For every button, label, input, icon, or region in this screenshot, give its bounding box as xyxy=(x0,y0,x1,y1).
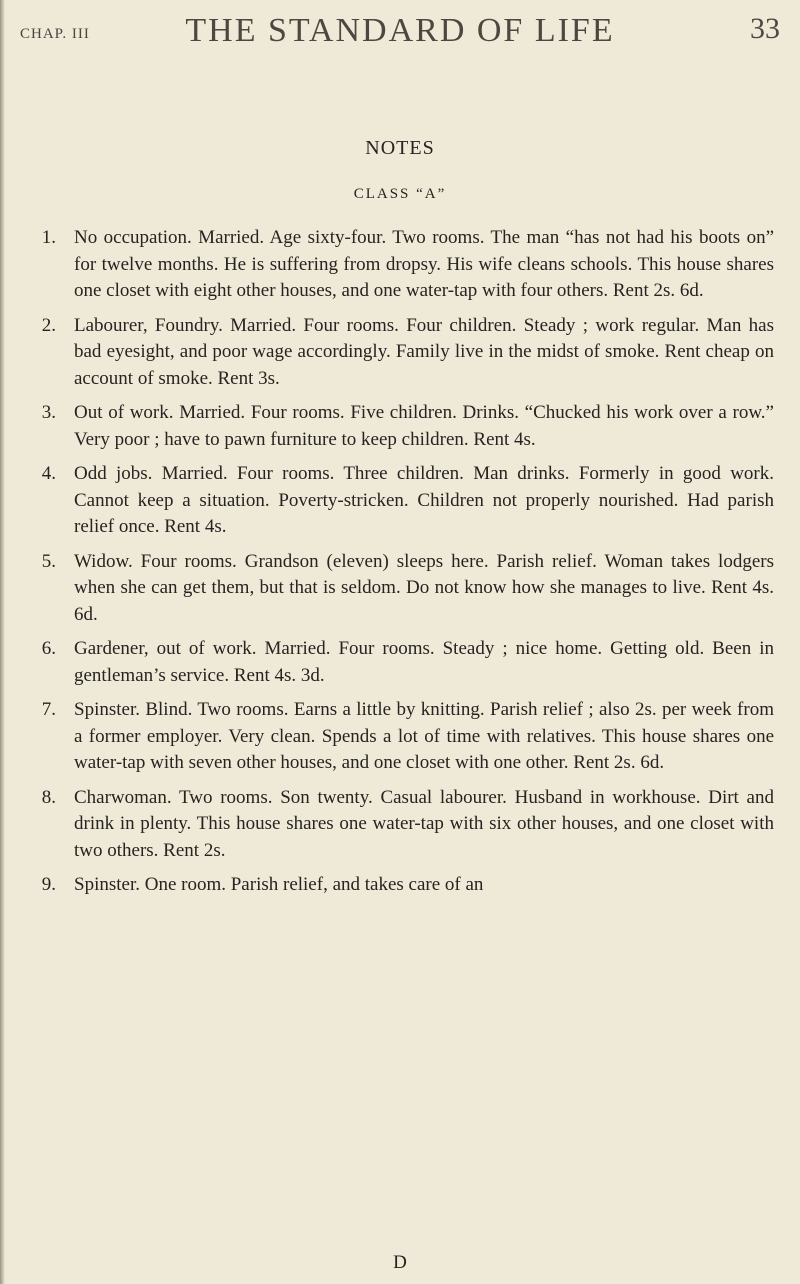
note-number: 1. xyxy=(41,227,56,248)
note-text: No occupation. Married. Age sixty-four. Two rooms. The man “has not had his boots on” for twelve months. He is suffering from dropsy. His wife cleans schools. This house shares one closet with eight other houses, and one water-tap with four others. Rent 2s. 6d. xyxy=(74,227,774,301)
note-text: Out of work. Married. Four rooms. Five children. Drinks. “Chucked his work over a row.” Very poor ; have to pawn furniture to keep children. Rent 4s. xyxy=(74,402,774,450)
note-item xyxy=(22,225,774,305)
note-item xyxy=(22,697,774,777)
note-number: 2. xyxy=(41,314,56,336)
note-text: Labourer, Foundry. Married. Four rooms. Four children. Steady ; work regular. Man has bad eyesight, and poor wage accordingly. Family live in the midst of smoke. Rent cheap on account of smoke. Rent 3s. xyxy=(74,314,774,389)
note-item xyxy=(22,636,774,689)
note-item xyxy=(22,313,774,393)
note-item xyxy=(22,872,774,899)
note-item xyxy=(22,400,774,453)
note-text: Spinster. Blind. Two rooms. Earns a little by knitting. Parish relief ; also 2s. per week from a former employer. Very clean. Spends a lot of time with relatives. This house shares one water-tap with seven other houses, and one closet with one other. Rent 2s. 6d. xyxy=(74,699,774,773)
note-number: 5. xyxy=(41,550,56,572)
note-text: Spinster. One room. Parish relief, and takes care of an xyxy=(74,874,484,895)
note-item xyxy=(22,785,774,865)
note-text: Widow. Four rooms. Grandson (eleven) sleeps here. Parish relief. Woman takes lodgers when she can get them, but that is seldom. Do not know how she manages to live. Rent 4s. 6d. xyxy=(74,550,774,625)
note-number: 8. xyxy=(41,786,56,808)
note-number: 7. xyxy=(41,699,56,720)
page-number: 33 xyxy=(750,12,780,45)
note-text: Charwoman. Two rooms. Son twenty. Casual labourer. Husband in workhouse. Dirt and drink in plenty. This house shares one water-tap with six other houses, and one closet with two others. Rent 2s. xyxy=(74,786,774,861)
note-number: 4. xyxy=(41,463,56,484)
note-text: Gardener, out of work. Married. Four rooms. Steady ; nice home. Getting old. Been in gentleman’s service. Rent 4s. 3d. xyxy=(74,638,774,686)
note-item xyxy=(22,549,774,629)
notes-list xyxy=(22,225,774,907)
note-number: 9. xyxy=(41,874,56,895)
note-item xyxy=(22,461,774,541)
section-title: NOTES xyxy=(365,137,435,159)
running-title: THE STANDARD OF LIFE xyxy=(185,12,615,49)
note-text: Odd jobs. Married. Four rooms. Three children. Man drinks. Formerly in good work. Cannot keep a situation. Poverty-stricken. Children not properly nourished. Had parish relief once. Rent 4s. xyxy=(74,463,774,537)
signature-mark: D xyxy=(393,1252,407,1273)
note-number: 6. xyxy=(41,638,56,659)
running-header xyxy=(0,10,800,56)
chapter-label: CHAP. III xyxy=(20,26,90,42)
note-number: 3. xyxy=(41,402,56,423)
class-subtitle: CLASS “A” xyxy=(353,186,447,202)
